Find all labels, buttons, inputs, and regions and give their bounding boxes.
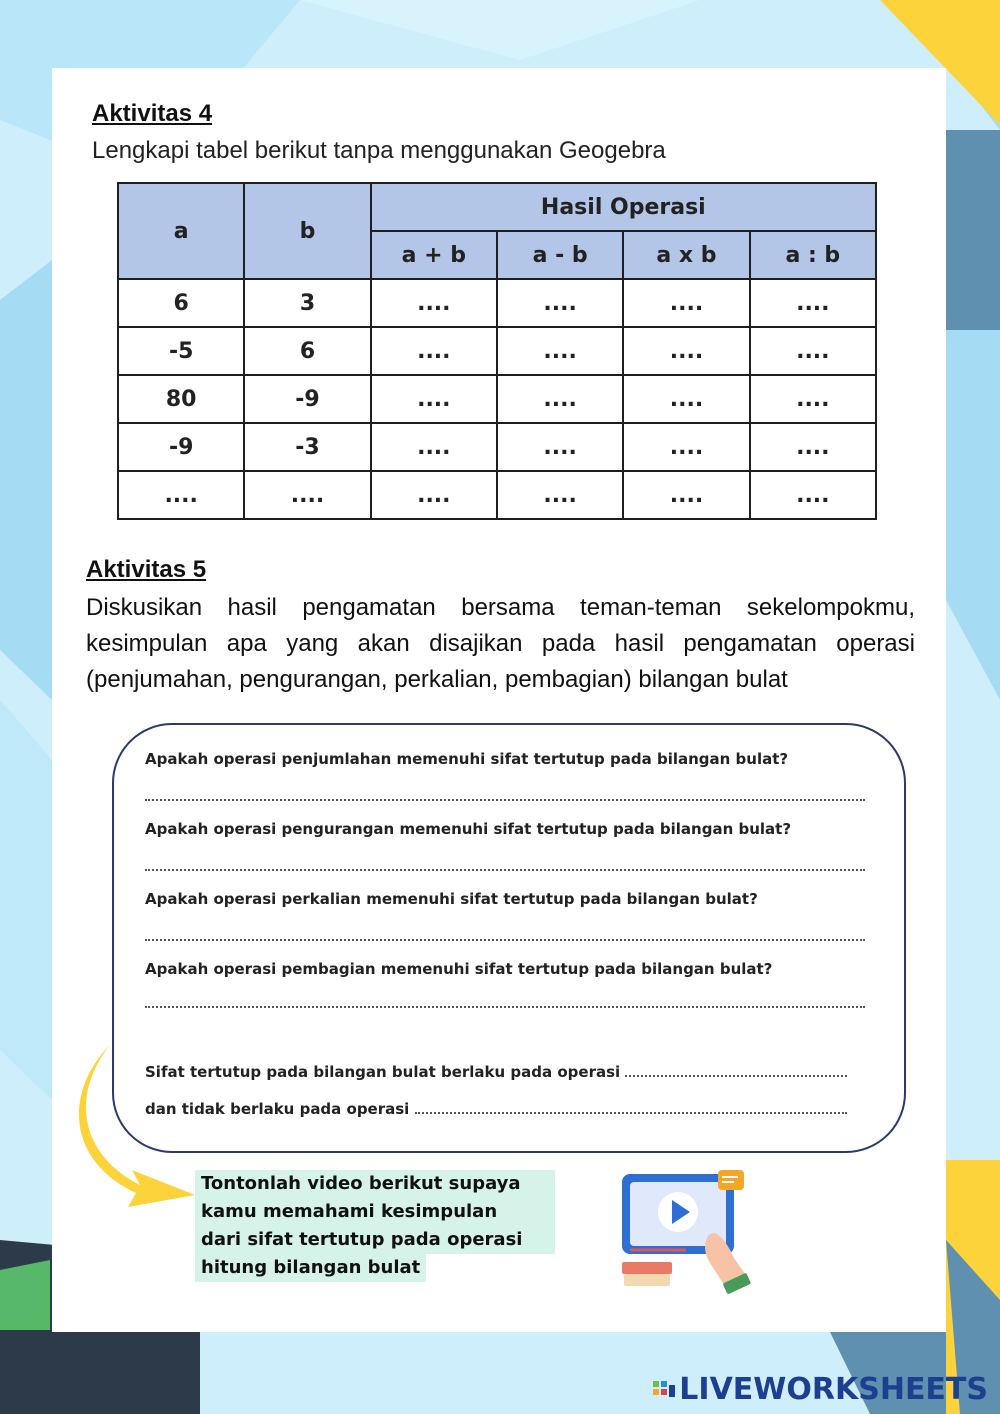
conclusion-line-2 bbox=[145, 1100, 847, 1118]
conclusion-line-1 bbox=[145, 1063, 847, 1081]
answer-cell[interactable]: .... bbox=[371, 327, 497, 375]
table-row bbox=[118, 423, 876, 471]
cell-b: 6 bbox=[244, 327, 370, 375]
cell-b: -3 bbox=[244, 423, 370, 471]
answer-cell[interactable]: .... bbox=[750, 471, 876, 519]
brand-text: LIVEWORKSHEETS bbox=[679, 1372, 988, 1407]
conclusion-text-1: Sifat tertutup pada bilangan bulat berlaku pada operasi bbox=[145, 1063, 621, 1081]
note-line: hitung bilangan bulat bbox=[195, 1254, 426, 1282]
conclusion-text-2: dan tidak berlaku pada operasi bbox=[145, 1100, 410, 1118]
activity4-heading: Aktivitas 4 bbox=[92, 100, 213, 127]
video-note bbox=[195, 1170, 555, 1282]
cell-b: -9 bbox=[244, 375, 370, 423]
header-product: a x b bbox=[623, 231, 749, 279]
answer-cell[interactable]: .... bbox=[623, 327, 749, 375]
note-line: Tontonlah video berikut supaya bbox=[195, 1170, 555, 1198]
table-row bbox=[118, 327, 876, 375]
table-row bbox=[118, 375, 876, 423]
cell-a: -9 bbox=[118, 423, 244, 471]
answer-cell[interactable]: .... bbox=[623, 375, 749, 423]
answer-cell[interactable]: .... bbox=[497, 423, 623, 471]
answer-cell[interactable]: .... bbox=[623, 423, 749, 471]
video-play-icon[interactable] bbox=[616, 1166, 756, 1296]
answer-cell[interactable]: .... bbox=[371, 471, 497, 519]
answer-cell[interactable]: .... bbox=[750, 423, 876, 471]
question-addition: Apakah operasi penjumlahan memenuhi sifat tertutup pada bilangan bulat? bbox=[145, 750, 789, 768]
header-hasil-operasi: Hasil Operasi bbox=[371, 183, 876, 231]
operations-table bbox=[117, 182, 877, 520]
answer-cell[interactable]: .... bbox=[244, 471, 370, 519]
answer-cell[interactable]: .... bbox=[497, 471, 623, 519]
answer-cell[interactable]: .... bbox=[371, 375, 497, 423]
answer-cell[interactable]: .... bbox=[118, 471, 244, 519]
activity5-paragraph: Diskusikan hasil pengamatan bersama teman-teman sekelompokmu, kesimpulan apa yang akan disajikan pada hasil pengamatan operasi (penjumahan, pengurangan, perkalian, pembagian) bilangan bulat bbox=[86, 594, 915, 693]
liveworksheets-logo bbox=[653, 1372, 988, 1407]
question-multiplication: Apakah operasi perkalian memenuhi sifat tertutup pada bilangan bulat? bbox=[145, 890, 758, 908]
answer-cell[interactable]: .... bbox=[371, 279, 497, 327]
answer-cell[interactable]: .... bbox=[497, 375, 623, 423]
note-line: dari sifat tertutup pada operasi bbox=[195, 1226, 555, 1254]
conclusion-answer-1[interactable] bbox=[625, 1063, 847, 1077]
question-division: Apakah operasi pembagian memenuhi sifat tertutup pada bilangan bulat? bbox=[145, 960, 773, 978]
answer-cell[interactable]: .... bbox=[623, 279, 749, 327]
answer-cell[interactable]: .... bbox=[497, 279, 623, 327]
cell-b: 3 bbox=[244, 279, 370, 327]
header-sum: a + b bbox=[371, 231, 497, 279]
cell-a: 80 bbox=[118, 375, 244, 423]
table-row bbox=[118, 471, 876, 519]
note-line: kamu memahami kesimpulan bbox=[195, 1198, 555, 1226]
answer-cell[interactable]: .... bbox=[497, 327, 623, 375]
answer-cell[interactable]: .... bbox=[750, 375, 876, 423]
answer-line-division[interactable] bbox=[145, 1004, 865, 1008]
answer-cell[interactable]: .... bbox=[750, 279, 876, 327]
table-row bbox=[118, 279, 876, 327]
conclusion-answer-2[interactable] bbox=[415, 1100, 847, 1114]
header-a: a bbox=[118, 183, 244, 279]
activity4-instruction: Lengkapi tabel berikut tanpa menggunakan Geogebra bbox=[92, 137, 666, 164]
logo-mark-icon bbox=[653, 1379, 675, 1401]
answer-cell[interactable]: .... bbox=[623, 471, 749, 519]
answer-cell[interactable]: .... bbox=[750, 327, 876, 375]
answer-line-subtraction[interactable] bbox=[145, 867, 865, 871]
activity5-heading: Aktivitas 5 bbox=[86, 556, 207, 583]
header-quotient: a : b bbox=[750, 231, 876, 279]
answer-line-addition[interactable] bbox=[145, 797, 865, 801]
cell-a: 6 bbox=[118, 279, 244, 327]
question-subtraction: Apakah operasi pengurangan memenuhi sifat tertutup pada bilangan bulat? bbox=[145, 820, 792, 838]
header-b: b bbox=[244, 183, 370, 279]
header-diff: a - b bbox=[497, 231, 623, 279]
answer-line-multiplication[interactable] bbox=[145, 937, 865, 941]
cell-a: -5 bbox=[118, 327, 244, 375]
answer-cell[interactable]: .... bbox=[371, 423, 497, 471]
